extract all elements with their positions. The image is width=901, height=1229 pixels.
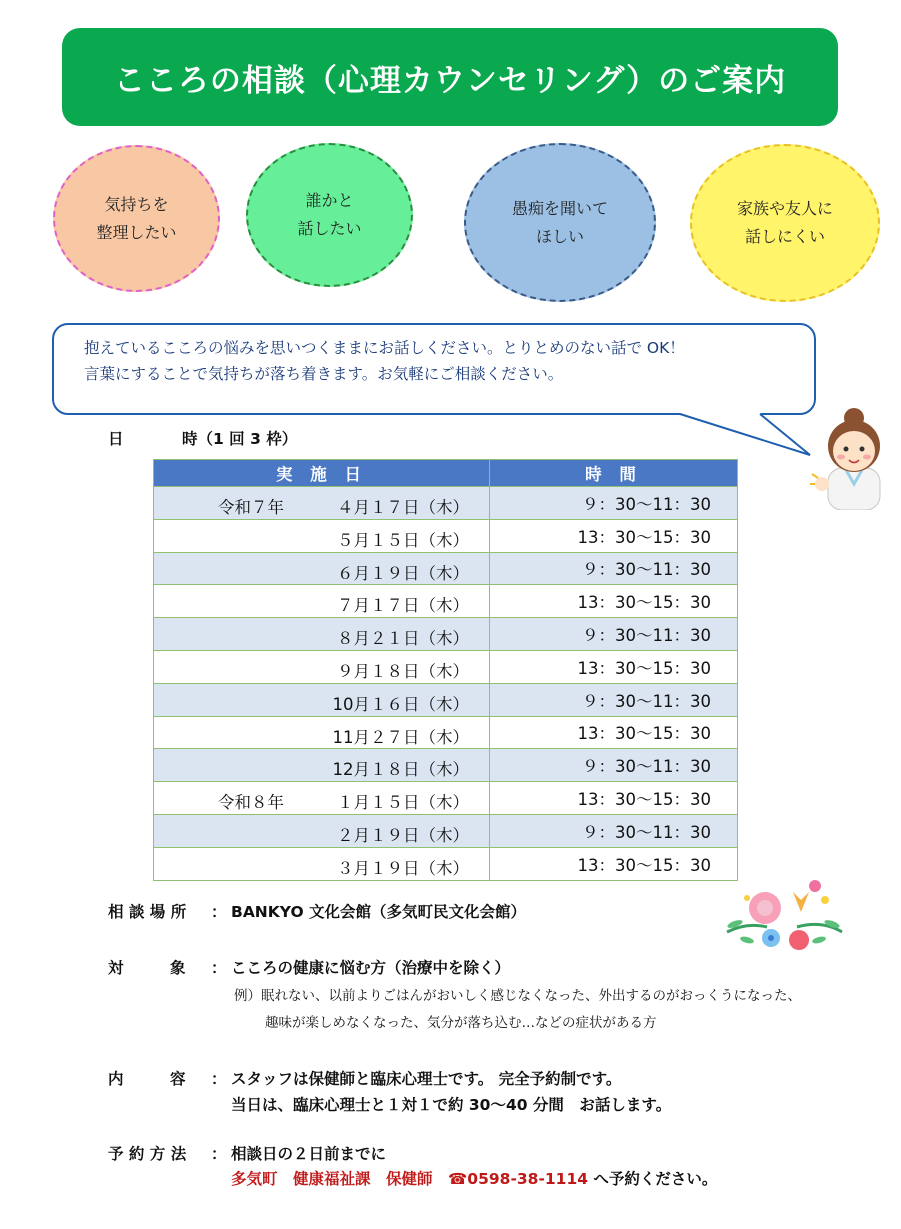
header-date: 実 施 日 bbox=[154, 460, 490, 487]
time-cell: ９：30～11：30 bbox=[490, 814, 738, 847]
speech-line: 抱えているこころの悩みを思いつくままにお話しください。とりとめのない話で OK！ bbox=[84, 339, 685, 357]
reserve-colon: ： bbox=[211, 1145, 227, 1163]
date-cell bbox=[154, 552, 490, 585]
table-row bbox=[154, 552, 738, 585]
table-row bbox=[154, 650, 738, 683]
bubble-line: ほしい bbox=[535, 226, 584, 246]
bubble-line: 話したい bbox=[297, 219, 362, 238]
date-value: 11月２７日（木） bbox=[332, 727, 469, 747]
era-label: 令和８年 bbox=[218, 793, 284, 813]
date-value: １月１５日（木） bbox=[337, 793, 469, 813]
bubble-organize-feelings bbox=[53, 145, 220, 292]
date-value: 12月１８日（木） bbox=[332, 760, 469, 780]
reserve-label: 予 約 方 法 bbox=[108, 1145, 187, 1163]
time-cell: 13：30～15：30 bbox=[490, 847, 738, 880]
place-colon: ： bbox=[211, 903, 227, 921]
reserve-suffix: へ予約ください。 bbox=[588, 1170, 718, 1188]
date-cell bbox=[154, 618, 490, 651]
date-value: 10月１６日（木） bbox=[332, 694, 469, 714]
date-value: ４月１７日（木） bbox=[337, 498, 469, 517]
date-cell bbox=[154, 650, 490, 683]
reserve-contact-line bbox=[231, 1167, 717, 1189]
content-value-2: 当日は、臨床心理士と１対１で約 30～40 分間 お話します。 bbox=[231, 1096, 672, 1114]
date-cell bbox=[154, 782, 490, 815]
date-cell bbox=[154, 519, 490, 552]
era-label: 令和７年 bbox=[218, 498, 284, 517]
date-cell bbox=[154, 814, 490, 847]
date-cell bbox=[154, 749, 490, 782]
table-row bbox=[154, 519, 738, 552]
table-row bbox=[154, 487, 738, 520]
table-row bbox=[154, 749, 738, 782]
bubble-talk-someone bbox=[246, 143, 413, 287]
bubble-line: 誰かと bbox=[305, 191, 354, 210]
bubble-hard-to-tell bbox=[690, 144, 880, 302]
bubble-line: 整理したい bbox=[96, 222, 177, 242]
place-value: BANKYO 文化会館（多気町民文化会館） bbox=[231, 903, 527, 921]
date-value: ６月１９日（木） bbox=[337, 563, 469, 583]
target-value: こころの健康に悩む方（治療中を除く） bbox=[231, 959, 511, 977]
date-cell bbox=[154, 716, 490, 749]
target-label: 対 象 bbox=[108, 959, 186, 977]
table-header-row bbox=[154, 460, 738, 487]
header-time: 時 間 bbox=[490, 460, 738, 487]
time-cell: ９：30～11：30 bbox=[490, 618, 738, 651]
date-value: ７月１７日（木） bbox=[337, 596, 469, 616]
table-row bbox=[154, 814, 738, 847]
content-label: 内 容 bbox=[108, 1070, 186, 1088]
schedule-table bbox=[153, 459, 738, 881]
reserve-contact: 多気町 健康福祉課 保健師 ☎0598-38-1114 bbox=[231, 1170, 589, 1188]
date-value: ３月１９日（木） bbox=[337, 858, 469, 878]
date-value: ２月１９日（木） bbox=[337, 825, 469, 845]
date-value: ５月１５日（木） bbox=[337, 530, 469, 550]
content-colon: ： bbox=[211, 1070, 227, 1088]
reserve-value-1: 相談日の２日前までに bbox=[231, 1145, 387, 1163]
bubble-line: 家族や友人に bbox=[736, 199, 833, 218]
speech-box bbox=[52, 323, 816, 415]
time-cell: ９：30～11：30 bbox=[490, 683, 738, 716]
flower-decoration bbox=[717, 872, 849, 956]
time-cell: 13：30～15：30 bbox=[490, 650, 738, 683]
page-title: こころの相談（心理カウンセリング）のご案内 bbox=[113, 62, 787, 99]
target-example-2: 趣味が楽しめなくなった、気分が落ち込む…などの症状がある方 bbox=[265, 1015, 657, 1031]
table-row bbox=[154, 782, 738, 815]
target-example-1: 例）眠れない、以前よりごはんがおいしく感じなくなった、外出するのがおっくうになった、 bbox=[234, 988, 801, 1004]
date-cell bbox=[154, 487, 490, 520]
table-row bbox=[154, 618, 738, 651]
schedule-heading-char: 日 bbox=[108, 430, 124, 448]
bubble-line: 気持ちを bbox=[104, 194, 169, 214]
bubble-listen-complaints bbox=[464, 143, 656, 302]
time-cell: 13：30～15：30 bbox=[490, 519, 738, 552]
bubble-line: 愚痴を聞いて bbox=[511, 198, 608, 218]
date-cell bbox=[154, 585, 490, 618]
place-label: 相 談 場 所 bbox=[108, 903, 187, 921]
content-value-1: スタッフは保健師と臨床心理士です。 完全予約制です。 bbox=[231, 1070, 622, 1088]
time-cell: ９：30～11：30 bbox=[490, 487, 738, 520]
time-cell: 13：30～15：30 bbox=[490, 716, 738, 749]
title-banner bbox=[62, 28, 838, 126]
speech-line: 言葉にすることで気持ちが落ち着きます。お気軽にご相談ください。 bbox=[84, 365, 564, 383]
time-cell: 13：30～15：30 bbox=[490, 782, 738, 815]
date-cell bbox=[154, 683, 490, 716]
table-row bbox=[154, 716, 738, 749]
target-colon: ： bbox=[211, 959, 227, 977]
nurse-illustration bbox=[808, 404, 896, 510]
time-cell: ９：30～11：30 bbox=[490, 552, 738, 585]
date-value: ９月１８日（木） bbox=[337, 661, 469, 681]
table-row bbox=[154, 847, 738, 880]
time-cell: 13：30～15：30 bbox=[490, 585, 738, 618]
table-row bbox=[154, 585, 738, 618]
time-cell: ９：30～11：30 bbox=[490, 749, 738, 782]
schedule-heading-rest: 時（1 回 3 枠） bbox=[182, 430, 298, 448]
bubble-line: 話しにくい bbox=[744, 227, 825, 246]
date-value: ８月２１日（木） bbox=[337, 629, 469, 649]
date-cell bbox=[154, 847, 490, 880]
table-row bbox=[154, 683, 738, 716]
